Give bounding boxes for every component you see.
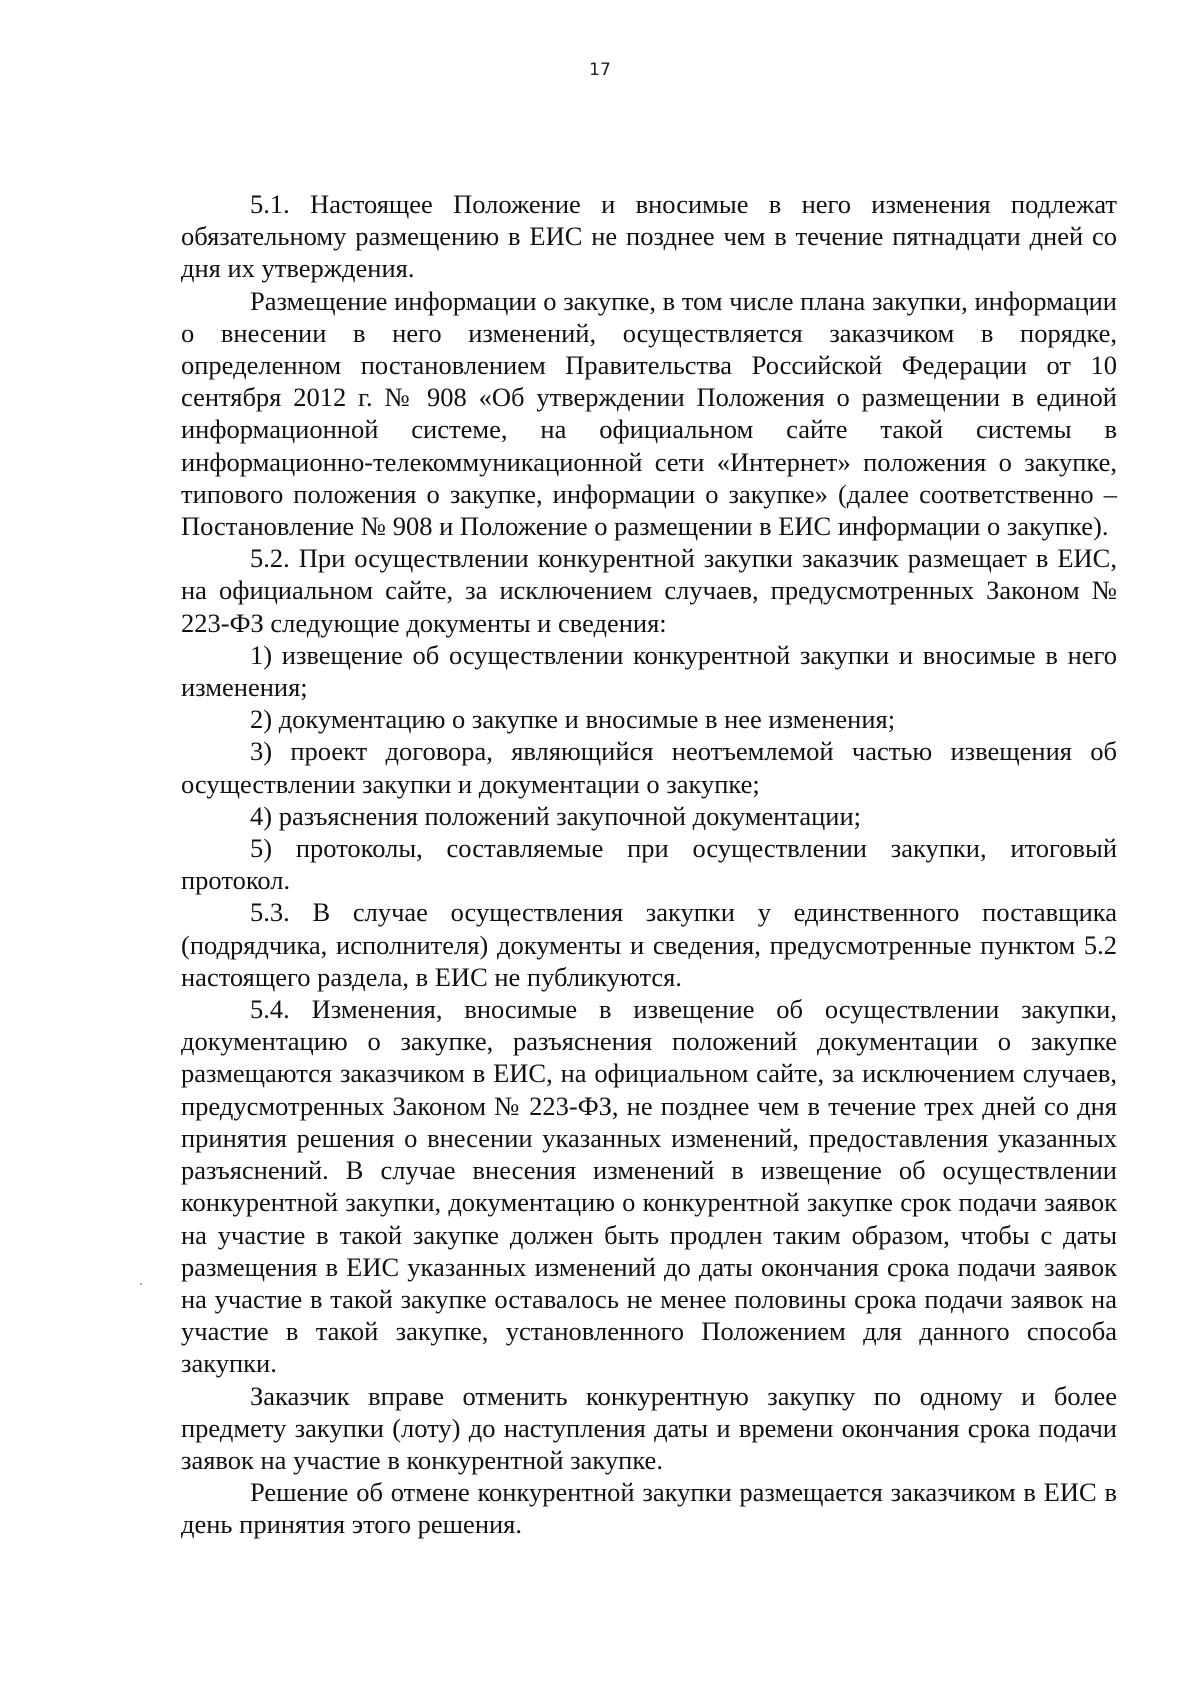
paragraph-cancellation-right: Заказчик вправе отменить конкурентную закупку по одному и более предмету закупки (лоту) до наступления даты и времени окончания срока подачи заявок на участие в конкурентной закупке. xyxy=(181,1380,1117,1475)
paragraph-publication-procedure: Размещение информации о закупке, в том числе плана закупки, информации о внесении в него изменений, осуществляется заказчиком в порядке, определенном постановлением Правительства Российской Федерации от 10 сентября 2012 г. № 908 «Об утверждении Положения о размещении в единой информационной системе, на официальном сайте такой системы в информационно-телекоммуникационной сети «Интернет» положения о закупке, типового положения о закупке, информации о закупке» (далее соответственно – Постановление № 908 и Положение о размещении в ЕИС информации о закупке). xyxy=(181,285,1117,542)
list-item-3: 3) проект договора, являющийся неотъемлемой частью извещения об осуществлении закупки и документации о закупке; xyxy=(181,736,1117,799)
margin-mark xyxy=(140,1283,142,1285)
paragraph-5-3: 5.3. В случае осуществления закупки у единственного поставщика (подрядчика, исполнителя) документы и сведения, предусмотренные пунктом 5.2 настоящего раздела, в ЕИС не публикуются. xyxy=(181,897,1117,992)
page-number: 17 xyxy=(589,60,611,80)
paragraph-5-2: 5.2. При осуществлении конкурентной закупки заказчик размещает в ЕИС, на официальном сайте, за исключением случаев, предусмотренных Законом № 223-ФЗ следующие документы и сведения: xyxy=(181,543,1117,638)
document-body xyxy=(181,188,1117,1541)
list-item-2: 2) документацию о закупке и вносимые в нее изменения; xyxy=(250,704,896,735)
paragraph-cancellation-decision: Решение об отмене конкурентной закупки размещается заказчиком в ЕИС в день принятия этого решения. xyxy=(181,1477,1117,1540)
paragraph-5-4: 5.4. Изменения, вносимые в извещение об осуществлении закупки, документацию о закупке, разъяснения положений документации о закупке размещаются заказчиком в ЕИС, на официальном сайте, за исключением случаев, предусмотренных Законом № 223-ФЗ, не позднее чем в течение трех дней со дня принятия решения о внесении указанных изменений, предоставления указанных разъяснений. В случае внесения изменений в извещение об осуществлении конкурентной закупки, документацию о конкурентной закупке срок подачи заявок на участие в такой закупке должен быть продлен таким образом, чтобы с даты размещения в ЕИС указанных изменений до даты окончания срока подачи заявок на участие в такой закупке оставалось не менее половины срока подачи заявок на участие в такой закупке, установленного Положением для данного способа закупки. xyxy=(181,994,1117,1379)
paragraph-5-1: 5.1. Настоящее Положение и вносимые в него изменения подлежат обязательному размещению в ЕИС не позднее чем в течение пятнадцати дней со дня их утверждения. xyxy=(181,189,1117,284)
list-item-1: 1) извещение об осуществлении конкурентной закупки и вносимые в него изменения; xyxy=(181,639,1117,703)
list-item-5: 5) протоколы, составляемые при осуществлении закупки, итоговый протокол. xyxy=(181,833,1117,896)
list-item-4: 4) разъяснения положений закупочной документации; xyxy=(250,800,862,831)
